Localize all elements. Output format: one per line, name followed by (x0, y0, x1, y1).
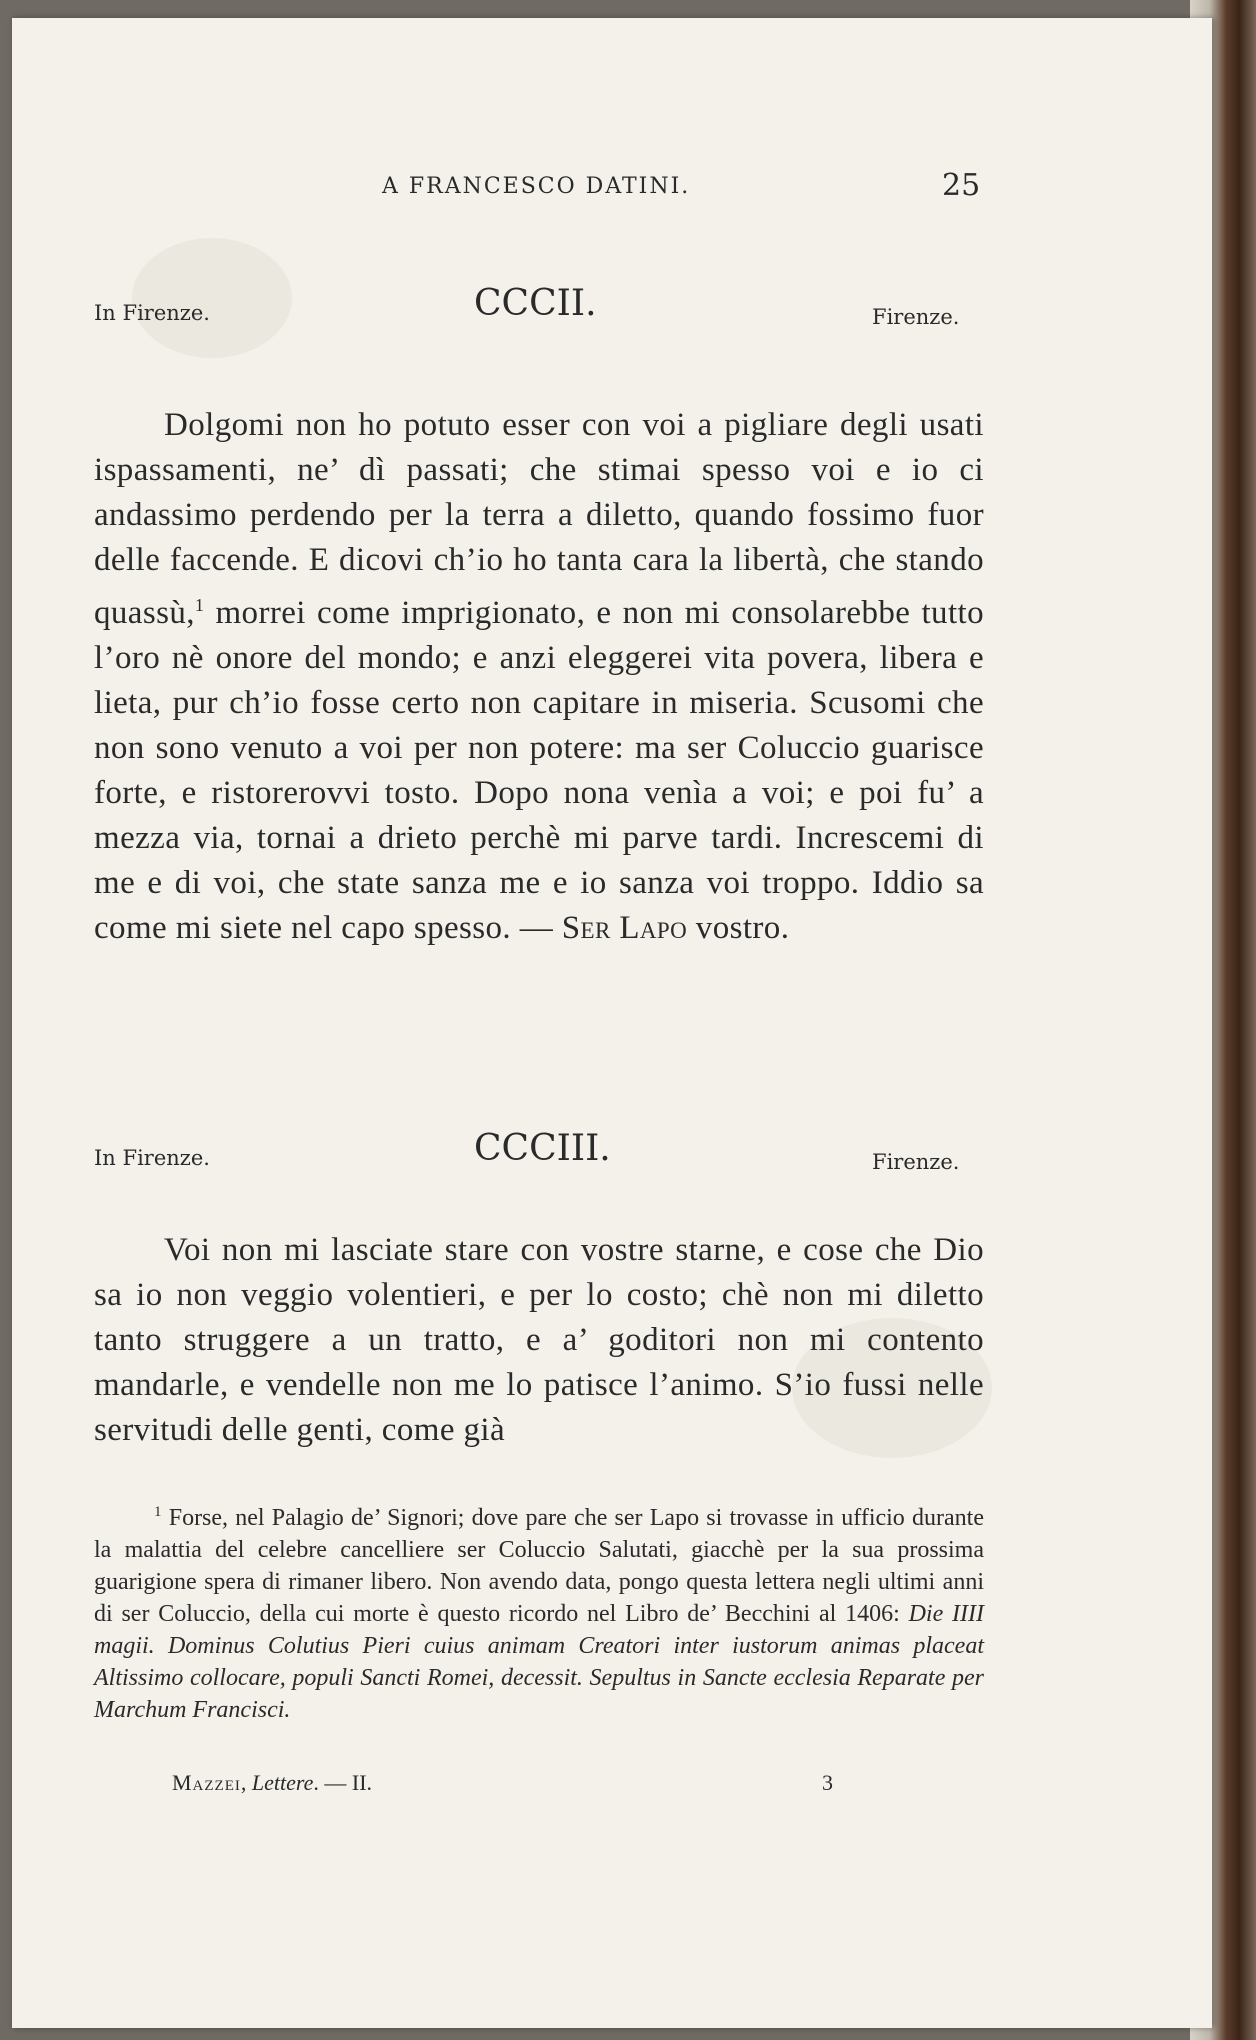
footnote-reference: 1 (194, 595, 205, 615)
letter-signature: Ser Lapo (561, 910, 688, 946)
footnote-latin-quote: Die IIII magii. Dominus Colutius Pieri cuius animam Creatori inter iustorum animas placeat Altissimo collocare, populi Sancti Romei, decessit. Sepultus in Sancte ecclesia Reparate per Marchum Francisci. (94, 1601, 984, 1723)
letter-heading (12, 283, 1212, 343)
book-author: Mazzei (172, 1770, 241, 1795)
page-number: 25 (942, 168, 981, 203)
letter-origin: In Firenze. (94, 301, 210, 325)
letter-closing: vostro. (687, 910, 790, 946)
footnotes (94, 1496, 984, 1726)
sheet-signature-number: 3 (822, 1770, 833, 1795)
running-head-title: A FRANCESCO DATINI. (382, 174, 691, 199)
letter-body (94, 1228, 984, 1453)
letter-origin: In Firenze. (94, 1146, 210, 1170)
book-volume: . — II. (313, 1770, 373, 1795)
book-author-work (172, 1770, 372, 1796)
footnote-text: Forse, nel Palagio de’ Signori; dove pare che ser Lapo si trovasse in ufficio durante la malattia del celebre cancelliere ser Coluccio Salutati, giacchè per la sua prossima guarigione spera di rimaner libero. Non avendo data, pongo questa lettera negli ultimi anni di ser Coluccio, della cui morte è questo ricordo nel Libro de’ Becchini al 1406: (94, 1505, 984, 1627)
letter-heading (12, 1128, 1212, 1188)
book-title: Lettere (251, 1770, 314, 1795)
book-separator: , (240, 1770, 252, 1795)
letter-body (94, 403, 984, 951)
letter-number: CCCIII. (474, 1128, 611, 1169)
letter-number: CCCII. (474, 283, 597, 324)
letter-destination: Firenze. (872, 1150, 960, 1174)
letter-text: Dolgomi non ho potuto esser con voi a pigliare degli usati ispassamenti, ne’ dì passati; che stimai spesso voi e io ci andassimo perdendo per la terra a diletto, quando fossimo fuor delle faccende. E dicovi ch’io ho tanta cara la libertà, che stando quassù, (94, 407, 984, 631)
book-page (12, 18, 1212, 2028)
letter-text: Voi non mi lasciate stare con vostre starne, e cose che Dio sa io non veggio volentieri, e per lo costo; chè non mi diletto tanto struggere a un tratto, e a’ goditori non mi contento mandarle, e vendelle non me lo patisce l’animo. S’io fussi nelle servitudi delle genti, come già (94, 1232, 984, 1448)
letter-text-continued: morrei come imprigionato, e non mi consolarebbe tutto l’oro nè onore del mondo; e anzi eleggerei vita povera, libera e lieta, pur ch’io fosse certo non capitare in miseria. Scusomi che non sono venuto a voi per non potere: ma ser Coluccio guarisce forte, e ristorerovvi tosto. Dopo nona venìa a voi; e poi fu’ a mezza via, tornai a drieto perchè mi parve tardi. Increscemi di me e di voi, che state sanza me e io sanza voi troppo. Iddio sa come mi siete nel capo spesso. — (94, 595, 984, 946)
footnote-marker: 1 (154, 1504, 162, 1520)
letter-destination: Firenze. (872, 305, 960, 329)
